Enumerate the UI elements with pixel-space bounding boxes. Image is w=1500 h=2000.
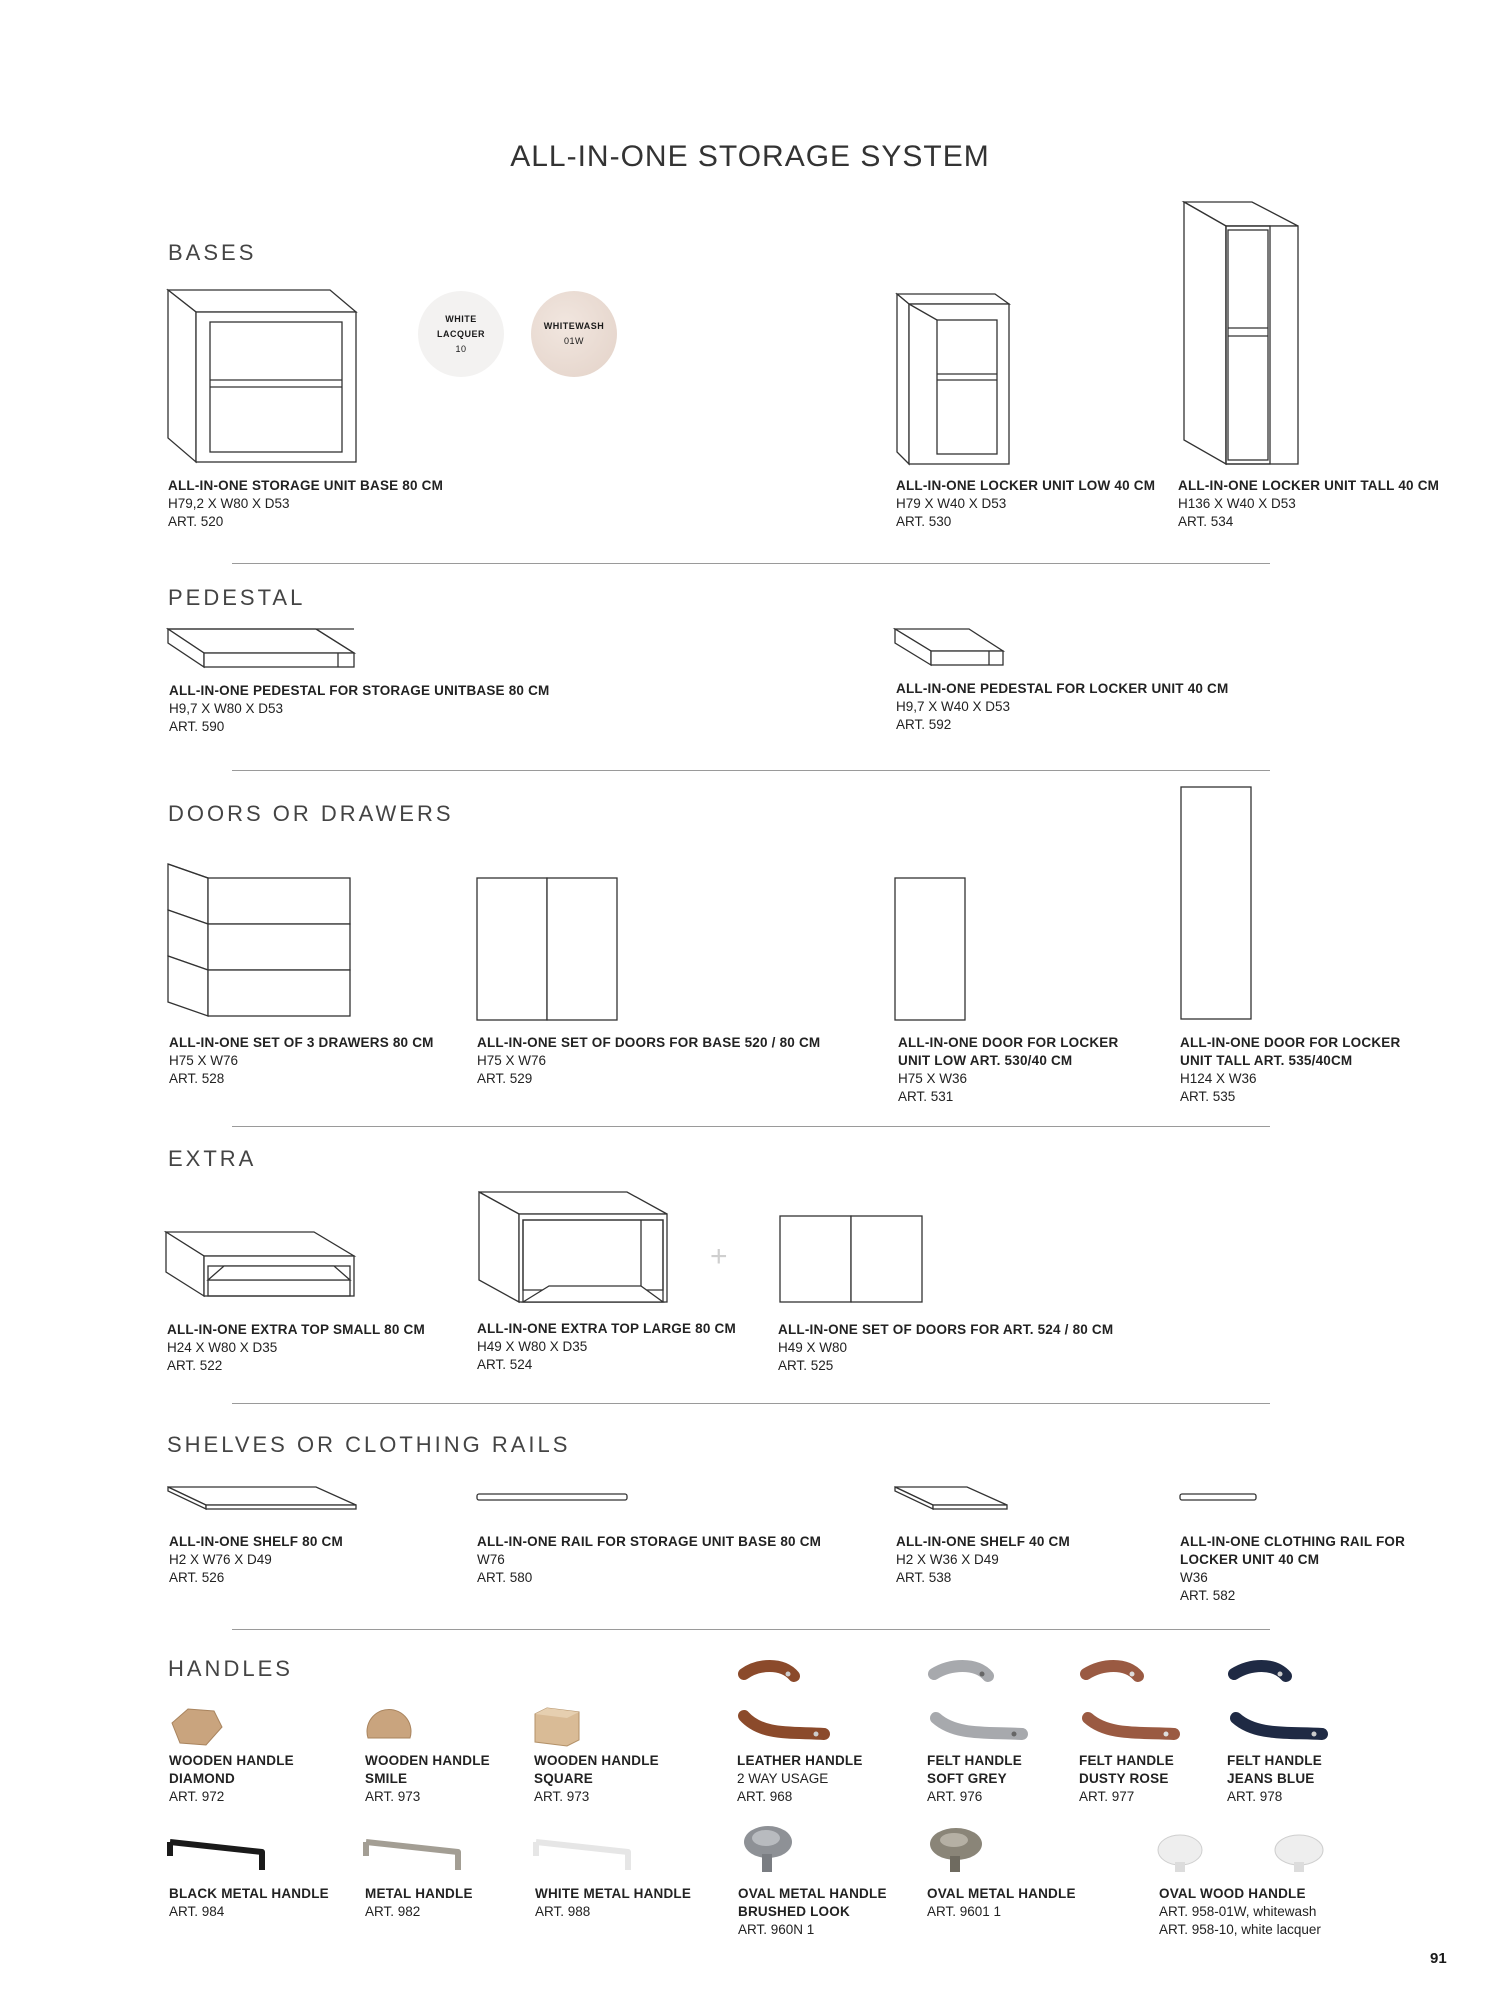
pedestal-40-drawing [893,627,1007,669]
handle-caption: OVAL WOOD HANDLE ART. 958-01W, whitewash ART. 958-10, white lacquer [1159,1886,1321,1937]
handle-caption: FELT HANDLE SOFT GREY ART. 976 [927,1753,1022,1804]
locker-unit-tall-drawing [1182,200,1302,468]
door-locker-low-drawing [893,876,969,1022]
wooden-handle-smile-image [364,1698,414,1748]
felt-handle-jeans-blue-image [1228,1664,1332,1750]
handle-caption: OVAL METAL HANDLE BRUSHED LOOK ART. 960N 1 [738,1886,887,1937]
section-divider [232,1629,1270,1630]
product-caption: ALL-IN-ONE SHELF 40 CM H2 X W36 X D49 ART. 538 [896,1534,1070,1585]
section-divider [232,1403,1270,1404]
product-caption: ALL-IN-ONE SET OF DOORS FOR ART. 524 / 80 CM H49 X W80 ART. 525 [778,1322,1114,1373]
product-caption: ALL-IN-ONE EXTRA TOP LARGE 80 CM H49 X W80 X D35 ART. 524 [477,1321,736,1372]
section-divider [232,1126,1270,1127]
handle-caption: LEATHER HANDLE 2 WAY USAGE ART. 968 [737,1753,863,1804]
wooden-handle-square-image [533,1706,583,1748]
pedestal-80-drawing [166,627,358,669]
section-divider [232,770,1270,771]
product-caption: ALL-IN-ONE DOOR FOR LOCKER UNIT LOW ART. 530/40 CM H75 X W36 ART. 531 [898,1035,1119,1104]
leather-handle-image [738,1664,832,1750]
plus-sign: + [710,1240,728,1273]
product-caption: ALL-IN-ONE LOCKER UNIT LOW 40 CM H79 X W40 X D53 ART. 530 [896,478,1156,529]
page-number: 91 [1430,1950,1447,1967]
felt-handle-soft-grey-image [928,1664,1032,1750]
set-of-3-drawers-drawing [166,862,354,1020]
product-caption: ALL-IN-ONE SHELF 80 CM H2 X W76 X D49 ART. 526 [169,1534,343,1585]
oval-wood-handle-white-lacquer-image [1273,1832,1327,1876]
felt-handle-dusty-rose-image [1080,1664,1184,1750]
wooden-handle-diamond-image [168,1705,226,1749]
shelf-80-drawing [166,1485,360,1513]
product-caption: ALL-IN-ONE RAIL FOR STORAGE UNIT BASE 80 CM W76 ART. 580 [477,1534,822,1585]
product-caption: ALL-IN-ONE DOOR FOR LOCKER UNIT TALL ART. 535/40CM H124 X W36 ART. 535 [1180,1035,1401,1104]
product-caption: ALL-IN-ONE PEDESTAL FOR LOCKER UNIT 40 CM H9,7 X W40 X D53 ART. 592 [896,681,1229,732]
product-caption: ALL-IN-ONE PEDESTAL FOR STORAGE UNITBASE 80 CM H9,7 X W80 X D53 ART. 590 [169,683,550,734]
handle-caption: WOODEN HANDLE SMILE ART. 973 [365,1753,490,1804]
section-divider [232,563,1270,564]
section-title-pedestal: PEDESTAL [168,585,306,610]
section-title-bases: BASES [168,240,257,265]
product-caption: ALL-IN-ONE SET OF DOORS FOR BASE 520 / 80 CM H75 X W76 ART. 529 [477,1035,821,1086]
swatch-white-lacquer: WHITE LACQUER 10 [418,291,504,377]
handle-caption: WOODEN HANDLE DIAMOND ART. 972 [169,1753,294,1804]
clothing-rail-locker-drawing [1178,1492,1258,1502]
product-caption: ALL-IN-ONE SET OF 3 DRAWERS 80 CM H75 X W76 ART. 528 [169,1035,434,1086]
set-of-doors-524-drawing [778,1214,926,1304]
handle-caption: BLACK METAL HANDLE ART. 984 [169,1886,329,1919]
rail-base-drawing [475,1492,629,1502]
extra-top-small-drawing [164,1230,358,1300]
section-title-handles: HANDLES [168,1656,293,1681]
set-of-doors-base-drawing [475,876,621,1022]
product-caption: ALL-IN-ONE LOCKER UNIT TALL 40 CM H136 X W40 X D53 ART. 534 [1178,478,1440,529]
oval-metal-handle-brushed-image [738,1824,798,1876]
handle-caption: FELT HANDLE JEANS BLUE ART. 978 [1227,1753,1322,1804]
metal-handle-image [362,1836,468,1876]
black-metal-handle-image [166,1836,272,1876]
product-caption: ALL-IN-ONE STORAGE UNIT BASE 80 CM H79,2 X W80 X D53 ART. 520 [168,478,444,529]
section-title-extra: EXTRA [168,1146,257,1171]
handle-caption: METAL HANDLE ART. 982 [365,1886,473,1919]
swatch-whitewash: WHITEWASH 01W [531,291,617,377]
product-caption: ALL-IN-ONE CLOTHING RAIL FOR LOCKER UNIT 40 CM W36 ART. 582 [1180,1534,1406,1603]
oval-wood-handle-whitewash-image [1156,1832,1206,1876]
door-locker-tall-drawing [1179,785,1255,1021]
extra-top-large-drawing [477,1190,671,1306]
page-title: ALL-IN-ONE STORAGE SYSTEM [510,140,990,173]
section-title-doors: DOORS OR DRAWERS [168,801,454,826]
shelf-40-drawing [893,1485,1011,1513]
storage-unit-base-80-drawing [166,288,362,466]
section-title-shelves: SHELVES OR CLOTHING RAILS [167,1432,571,1457]
oval-metal-handle-image [926,1826,988,1876]
locker-unit-low-drawing [895,292,1013,468]
product-caption: ALL-IN-ONE EXTRA TOP SMALL 80 CM H24 X W80 X D35 ART. 522 [167,1322,425,1373]
handle-caption: OVAL METAL HANDLE ART. 9601 1 [927,1886,1076,1919]
handle-caption: WHITE METAL HANDLE ART. 988 [535,1886,692,1919]
handle-caption: WOODEN HANDLE SQUARE ART. 973 [534,1753,659,1804]
white-metal-handle-image [532,1836,638,1876]
handle-caption: FELT HANDLE DUSTY ROSE ART. 977 [1079,1753,1174,1804]
